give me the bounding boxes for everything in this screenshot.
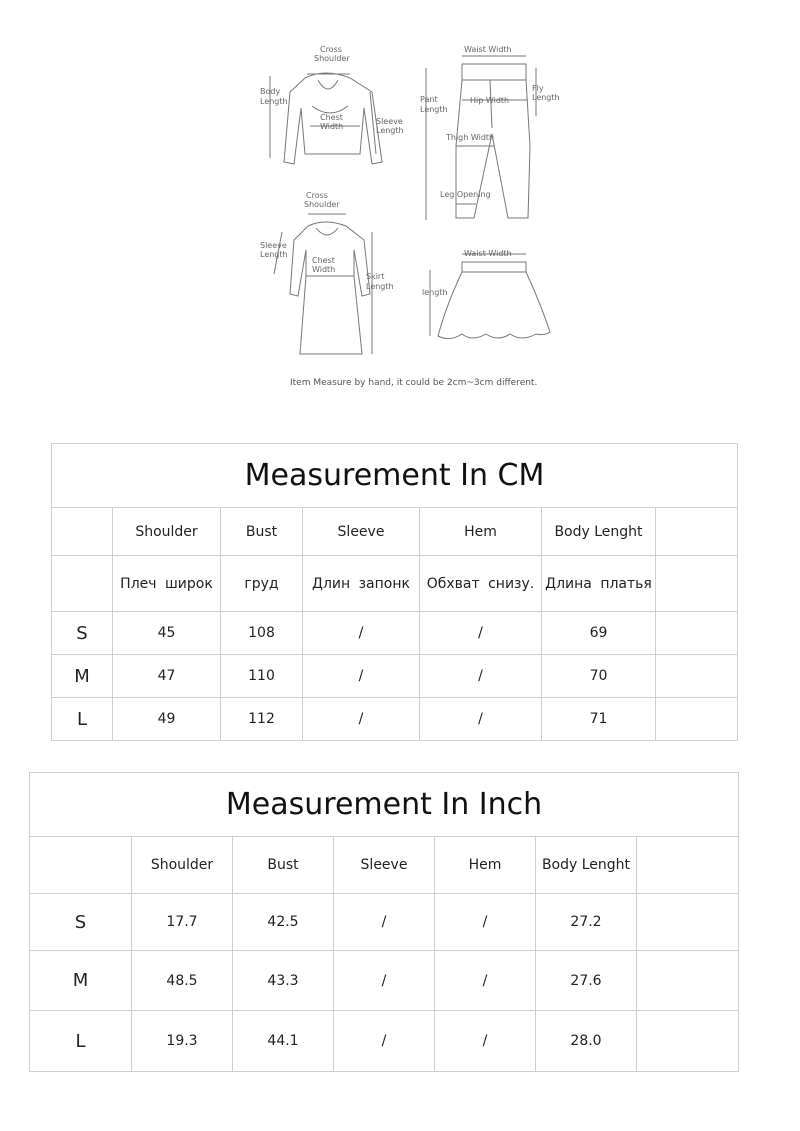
label-sleeve-length-2a: Sleeve: [260, 241, 287, 250]
cell-hem: /: [435, 894, 536, 951]
cell-hem: /: [420, 655, 542, 698]
cell-body-length: 27.6: [536, 951, 637, 1011]
garment-sketches: [250, 36, 560, 396]
measurement-diagram: [250, 36, 560, 396]
cell-hem: /: [420, 612, 542, 655]
table-row: [52, 655, 738, 698]
header-empty: [30, 837, 132, 894]
cell-empty: [656, 655, 738, 698]
label-sleeve-length-1a: Sleeve: [376, 117, 403, 126]
header-ru-shoulder: Плеч широк: [113, 556, 221, 612]
label-pant-length-b: Length: [420, 105, 448, 114]
header-ru-bust: груд: [221, 556, 303, 612]
label-sleeve-length-1b: Length: [376, 126, 404, 135]
cell-sleeve: /: [334, 951, 435, 1011]
label-pant-length-a: Pant: [420, 95, 438, 104]
header-empty: [637, 837, 739, 894]
header-shoulder: Shoulder: [132, 837, 233, 894]
label-thigh-width: Thigh Width: [446, 133, 495, 142]
size-label: L: [52, 698, 113, 741]
header-ru-body-length: Длина платья: [542, 556, 656, 612]
cell-bust: 42.5: [233, 894, 334, 951]
cell-sleeve: /: [303, 698, 420, 741]
header-body-length: Body Lenght: [542, 508, 656, 556]
label-cross-shoulder-1b: Shoulder: [314, 54, 350, 63]
table-row: [30, 894, 739, 951]
cell-body-length: 71: [542, 698, 656, 741]
header-ru-empty: [656, 556, 738, 612]
size-label: S: [30, 894, 132, 951]
header-ru-empty: [52, 556, 113, 612]
cell-empty: [637, 1011, 739, 1072]
skirt-icon: [438, 262, 550, 339]
cell-hem: /: [435, 1011, 536, 1072]
cell-shoulder: 19.3: [132, 1011, 233, 1072]
label-fly-length-a: Fly: [532, 84, 544, 93]
header-hem: Hem: [420, 508, 542, 556]
label-sleeve-length-2b: Length: [260, 250, 288, 259]
label-length: length: [422, 288, 448, 297]
label-chest-width-1a: Chest: [320, 113, 343, 122]
cell-shoulder: 45: [113, 612, 221, 655]
header-ru-sleeve: Длин запонк: [303, 556, 420, 612]
size-label: S: [52, 612, 113, 655]
header-empty: [656, 508, 738, 556]
header-ru-hem: Обхват снизу.: [420, 556, 542, 612]
header-bust: Bust: [233, 837, 334, 894]
cell-body-length: 69: [542, 612, 656, 655]
label-hip-width: Hip Width: [470, 96, 510, 105]
table-row: [30, 1011, 739, 1072]
cell-sleeve: /: [334, 894, 435, 951]
label-skirt-length-b: Length: [366, 282, 394, 291]
cell-bust: 110: [221, 655, 303, 698]
cm-table-title: Measurement In CM: [52, 444, 738, 508]
header-bust: Bust: [221, 508, 303, 556]
header-shoulder: Shoulder: [113, 508, 221, 556]
label-cross-shoulder-2b: Shoulder: [304, 200, 340, 209]
cell-bust: 108: [221, 612, 303, 655]
cell-bust: 112: [221, 698, 303, 741]
size-label: M: [30, 951, 132, 1011]
label-cross-shoulder-2a: Cross: [306, 191, 328, 200]
cell-body-length: 70: [542, 655, 656, 698]
label-waist-width-1: Waist Width: [464, 45, 512, 54]
label-body-length-b: Length: [260, 97, 288, 106]
table-row: [52, 612, 738, 655]
label-chest-width-2b: Width: [312, 265, 336, 274]
label-cross-shoulder-1a: Cross: [320, 45, 342, 54]
table-row: [52, 698, 738, 741]
cell-empty: [637, 951, 739, 1011]
cell-hem: /: [420, 698, 542, 741]
cell-empty: [656, 612, 738, 655]
label-body-length-a: Body: [260, 87, 281, 96]
cell-shoulder: 48.5: [132, 951, 233, 1011]
header-hem: Hem: [435, 837, 536, 894]
inch-size-table: [29, 772, 739, 1072]
cell-sleeve: /: [303, 612, 420, 655]
label-skirt-length-a: Skirt: [366, 272, 385, 281]
cell-body-length: 27.2: [536, 894, 637, 951]
size-label: L: [30, 1011, 132, 1072]
label-chest-width-2a: Chest: [312, 256, 335, 265]
header-empty: [52, 508, 113, 556]
cell-shoulder: 49: [113, 698, 221, 741]
header-sleeve: Sleeve: [334, 837, 435, 894]
cell-body-length: 28.0: [536, 1011, 637, 1072]
cell-bust: 44.1: [233, 1011, 334, 1072]
measure-note: Item Measure by hand, it could be 2cm~3cm different.: [290, 378, 538, 388]
inch-table-title: Measurement In Inch: [30, 773, 739, 837]
cm-size-table: [51, 443, 738, 741]
label-chest-width-1b: Width: [320, 122, 344, 131]
cell-bust: 43.3: [233, 951, 334, 1011]
cell-hem: /: [435, 951, 536, 1011]
size-label: M: [52, 655, 113, 698]
table-row: [30, 951, 739, 1011]
cell-empty: [637, 894, 739, 951]
header-sleeve: Sleeve: [303, 508, 420, 556]
dress-icon: [290, 222, 370, 354]
cell-sleeve: /: [303, 655, 420, 698]
label-leg-opening: Leg Opening: [440, 190, 491, 199]
header-body-length: Body Lenght: [536, 837, 637, 894]
label-waist-width-2: Waist Width: [464, 249, 512, 258]
cell-shoulder: 17.7: [132, 894, 233, 951]
cell-sleeve: /: [334, 1011, 435, 1072]
label-fly-length-b: Length: [532, 93, 560, 102]
cell-shoulder: 47: [113, 655, 221, 698]
cell-empty: [656, 698, 738, 741]
